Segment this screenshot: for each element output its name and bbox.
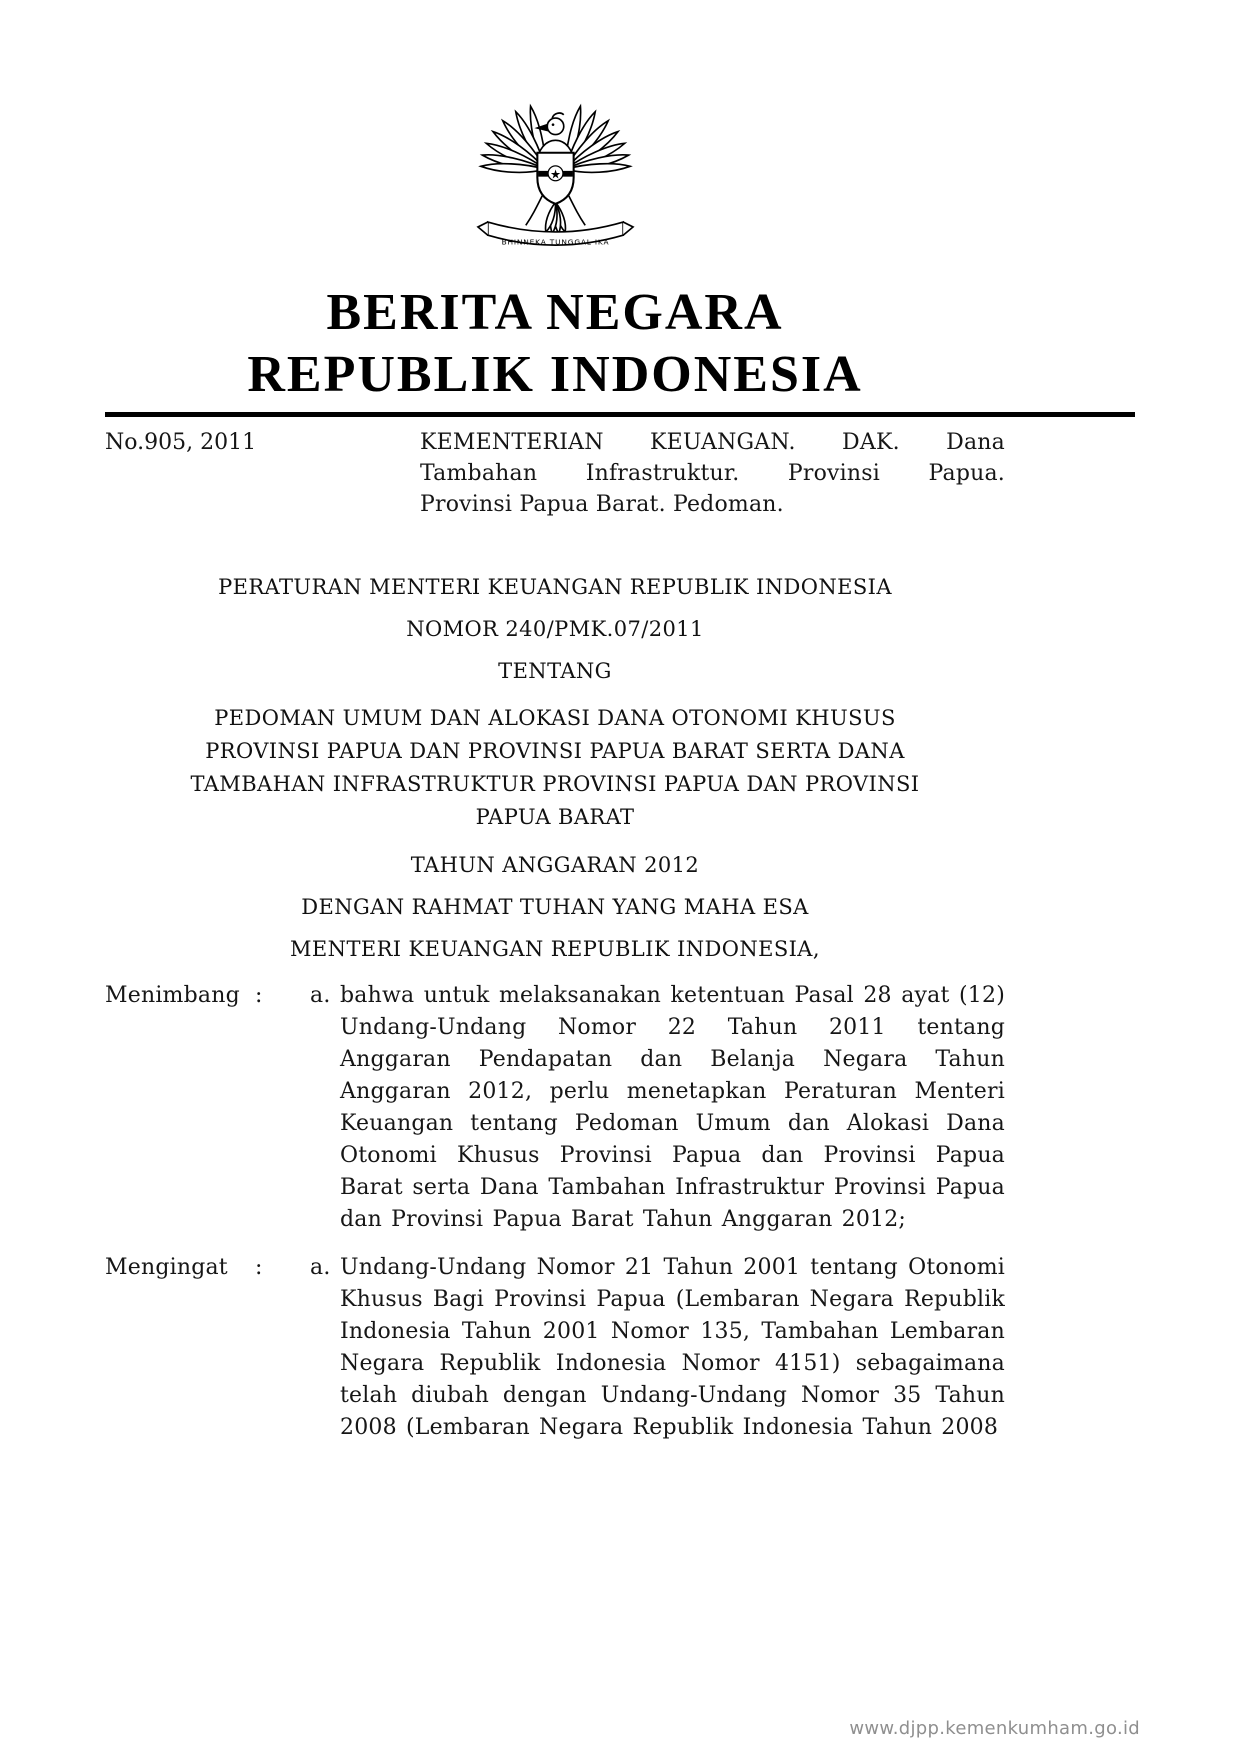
- mengingat-section: [105, 1252, 1005, 1444]
- footer-watermark-url: www.djpp.kemenkumham.go.id: [849, 1718, 1140, 1739]
- gazette-subject-line: Provinsi Papua Barat. Pedoman.: [420, 492, 784, 517]
- garuda-pancasila-emblem: [473, 80, 638, 270]
- masthead-line2: REPUBLIK INDONESIA: [247, 346, 863, 403]
- section-colon: :: [255, 1255, 263, 1280]
- item-text: bahwa untuk melaksanakan ketentuan Pasal 28 ayat (12) Undang-Undang Nomor 22 Tahun 2011 tentang Anggaran Pendapatan dan Belanja Negara Tahun Anggaran 2012, perlu menetapkan Peraturan Menteri Keuangan tentang Pedoman Umum dan Alokasi Dana Otonomi Khusus Provinsi Papua dan Provinsi Papua Barat serta Dana Tambahan Infrastruktur Provinsi Papua dan Provinsi Papua Barat Tahun Anggaran 2012;: [340, 983, 1005, 1232]
- fiscal-year-line: TAHUN ANGGARAN 2012: [410, 853, 700, 877]
- emblem-motto-text: BHINNEKA TUNGGAL IKA: [501, 237, 609, 247]
- regulation-subject: PEDOMAN UMUM DAN ALOKASI DANA OTONOMI KHUSUS PROVINSI PAPUA DAN PROVINSI PAPUA BARAT SERTA DANA TAMBAHAN INFRASTRUKTUR PROVINSI PAPUA DAN PROVINSI PAPUA BARAT: [190, 706, 920, 829]
- gazette-subject-line: Tambahan Infrastruktur. Provinsi Papua.: [420, 461, 1005, 486]
- section-colon: :: [255, 983, 263, 1008]
- masthead-title: [105, 282, 1005, 406]
- garuda-emblem-icon: [473, 80, 638, 270]
- masthead-line1: BERITA NEGARA: [326, 284, 784, 341]
- gazette-header-row: [105, 427, 1005, 520]
- regulation-name: PERATURAN MENTERI KEUANGAN REPUBLIK INDONESIA: [218, 575, 892, 599]
- gazette-subject-line: KEMENTERIAN KEUANGAN. DAK. Dana: [420, 430, 1005, 455]
- issuer-line: MENTERI KEUANGAN REPUBLIK INDONESIA,: [290, 937, 820, 961]
- tentang-label: TENTANG: [498, 659, 612, 683]
- gazette-subject: [420, 427, 1005, 520]
- item-letter: a.: [310, 983, 331, 1008]
- regulation-number: NOMOR 240/PMK.07/2011: [406, 617, 704, 641]
- pancasila-star-icon: ★: [549, 167, 561, 182]
- section-label: Menimbang: [105, 983, 240, 1008]
- gazette-number: No.905, 2011: [105, 430, 257, 455]
- item-text: Undang-Undang Nomor 21 Tahun 2001 tentang Otonomi Khusus Bagi Provinsi Papua (Lembaran Negara Republik Indonesia Tahun 2001 Nomor 135, Tambahan Lembaran Negara Republik Indonesia Nomor 4151) sebagaimana telah diubah dengan Undang-Undang Nomor 35 Tahun 2008 (Lembaran Negara Republik Indonesia Tahun 2008: [340, 1255, 1005, 1440]
- regulation-title-block: [105, 576, 1005, 960]
- item-letter: a.: [310, 1255, 331, 1280]
- invocation-line: DENGAN RAHMAT TUHAN YANG MAHA ESA: [301, 895, 809, 919]
- masthead-rule: [105, 412, 1135, 417]
- section-label: Mengingat: [105, 1255, 228, 1280]
- menimbang-section: [105, 980, 1005, 1236]
